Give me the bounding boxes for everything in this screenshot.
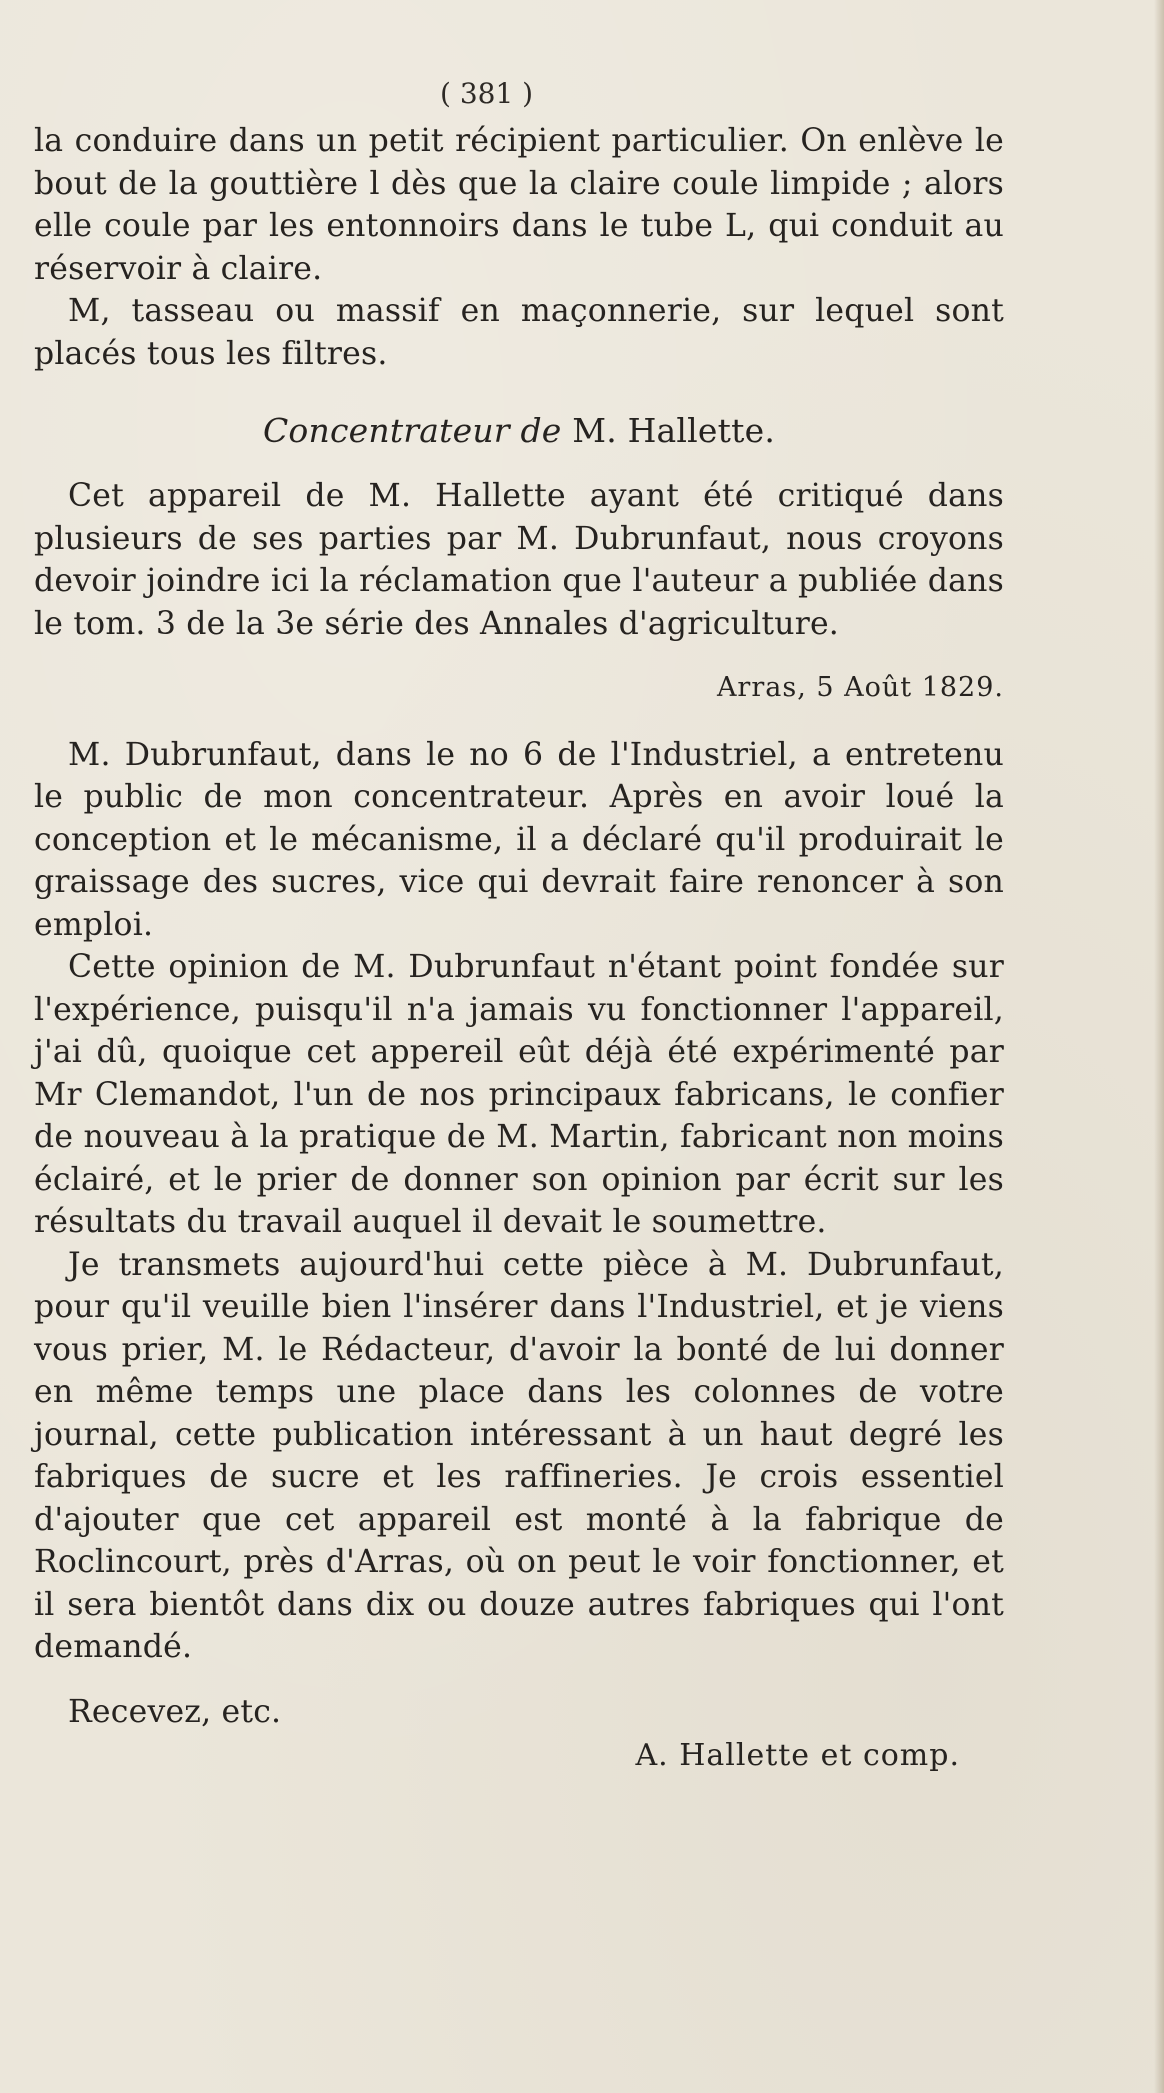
- section-title-italic: Concentrateur de: [262, 411, 562, 450]
- letter-paragraph: Je transmets aujourd'hui cette pièce à M. Dubrunfaut, pour qu'il veuille bien l'insérer dans l'Industriel, et je viens vous prier, M. le Rédacteur, d'avoir la bonté de lui donner en même temps une place dans les colonnes de votre journal, cette publication intéressant à un haut degré les fabriques de sucre et les raffineries. Je crois essentiel d'ajouter que cet appareil est monté à la fabrique de Roclincourt, près d'Arras, où on peut le voir fonctionner, et il sera bientôt dans dix ou douze autres fabriques qui l'ont demandé.: [34, 1246, 1004, 1665]
- letter-dateline: Arras, 5 Août 1829.: [716, 672, 1004, 703]
- letter-paragraph: Cette opinion de M. Dubrunfaut n'étant point fondée sur l'expérience, puisqu'il n'a jamais vu fonctionner l'appareil, j'ai dû, quoique cet appereil eût déjà été expérimenté par Mr Clemandot, l'un de nos principaux fabricans, le confier de nouveau à la pratique de M. Martin, fabricant non moins éclairé, et le prier de donner son opinion par écrit sur les résultats du travail auquel il devait le soumettre.: [34, 949, 1004, 1240]
- letter-paragraph: M. Dubrunfaut, dans le no 6 de l'Industriel, a entretenu le public de mon concentrateur. Après en avoir loué la conception et le mécanisme, il a déclaré qu'il produirait le graissage des sucres, vice qui devrait faire renoncer à son emploi.: [34, 736, 1004, 943]
- section-title: [34, 409, 1004, 453]
- letter-closing: Recevez, etc.: [68, 1693, 282, 1730]
- page-edge-shadow: [1154, 0, 1164, 2093]
- page-number: ( 381 ): [440, 77, 534, 110]
- paragraph-tasseau: M, tasseau ou massif en maçonnerie, sur lequel sont placés tous les filtres.: [34, 293, 1004, 372]
- paragraph-continuation: la conduire dans un petit récipient particulier. On enlève le bout de la gouttière l dès que la claire coule limpide ; alors elle coule par les entonnoirs dans le tube L, qui conduit au réservoir à claire.: [34, 123, 1004, 287]
- page-body: [34, 82, 1004, 1778]
- letter-signature: A. Hallette et comp.: [635, 1738, 960, 1773]
- section-title-name: M. Hallette.: [572, 411, 776, 450]
- intro-paragraph: Cet appareil de M. Hallette ayant été critiqué dans plusieurs de ses parties par M. Dubrunfaut, nous croyons devoir joindre ici la réclamation que l'auteur a publiée dans le tom. 3 de la 3e série des Annales d'agriculture.: [34, 478, 1004, 642]
